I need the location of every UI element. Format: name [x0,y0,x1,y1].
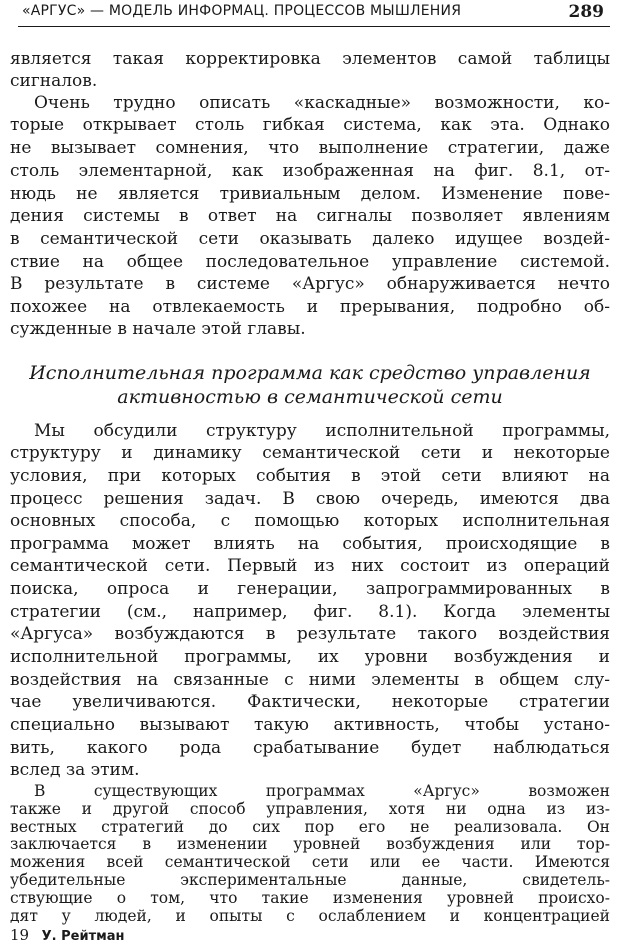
paragraph-start-line: Очень трудно описать «каскадные» возможности, ко- [34,93,610,113]
text-line: сужденные в начале этой главы. [10,319,306,339]
text-line: также и другой способ управления, хотя ни одна из из- [10,799,610,818]
signature-number: 19 [10,926,30,944]
text-line: дения системы в ответ на сигналы позволяет явлениям [10,206,610,226]
text-line: условия, при которых события в этой сети влияют на [10,466,610,486]
text-line: структуру и динамику семантической сети и некоторые [10,443,610,463]
page-number: 289 [568,2,604,22]
paragraph-start-line: Мы обсудили структуру исполнительной программы, [34,421,610,441]
text-line: сигналов. [10,71,98,91]
text-line: воздействия на связанные с ними элементы в общем слу- [10,670,610,690]
text-line: вить, какого рода срабатывание будет наблюдаться [10,738,610,758]
text-line: не вызывает сомнения, что выполнение стратегии, даже [10,138,610,158]
text-line: в семантической сети оказывать далеко идущее воздей- [10,229,610,249]
text-line: «Аргуса» возбуждаются в результате такого воздействия [10,624,610,644]
text-line: семантической сети. Первый из них состоит из операций [10,556,610,576]
text-line: исполнительной программы, их уровни возбуждения и [10,647,610,667]
running-title: «АРГУС» — МОДЕЛЬ ИНФОРМАЦ. ПРОЦЕССОВ МЫШЛЕНИЯ [22,3,462,19]
text-line: вестных стратегий до сих пор его не реализовала. Он [10,817,610,836]
text-line: программа может влиять на события, происходящие в [10,534,610,554]
text-line: убедительные экспериментальные данные, свидетель- [10,871,610,889]
text-line: ствие на общее последовательное управление системой. [10,252,610,272]
text-line: чае увеличиваются. Фактически, некоторые стратегии [10,692,610,712]
text-line: В результате в системе «Аргус» обнаруживается нечто [10,274,610,294]
text-line: можения всей семантической сети или ее части. Имеются [10,853,610,872]
text-line: основных способа, с помощью которых исполнительная [10,511,610,531]
text-line: специально вызывают такую активность, чтобы устано- [10,715,610,735]
text-line: является такая корректировка элементов самой таблицы [10,49,610,69]
text-line: дят у людей, и опыты с ослаблением и концентрацией [10,906,610,925]
text-line: стратегии (см., например, фиг. 8.1). Когда элементы [10,602,610,622]
signature-author: У. Рейтман [41,929,125,944]
text-line: ствующие о том, что такие изменения уровней происхо- [10,888,610,907]
text-line: нюдь не является тривиальным делом. Изменение пове- [10,184,610,204]
text-line: столь элементарной, как изображенная на фиг. 8.1, от- [10,161,610,181]
page-footer [10,926,124,944]
paragraph-start-line: В существующих программах «Аргус» возможен [34,782,610,800]
section-heading: активностью в семантической сети [117,386,503,408]
text-line: торые открывает столь гибкая система, как эта. Однако [10,115,610,135]
text-line: процесс решения задач. В свою очередь, имеются два [10,489,610,509]
running-header [18,0,610,27]
text-line: похожее на отвлекаемость и прерывания, подробно об- [10,297,610,317]
text-line: вслед за этим. [10,760,140,780]
text-line: заключается в изменении уровней возбуждения или тор- [10,835,610,854]
text-line: поиска, опроса и генерации, запрограммированных в [10,579,610,599]
section-heading: Исполнительная программа как средство управления [29,362,591,384]
